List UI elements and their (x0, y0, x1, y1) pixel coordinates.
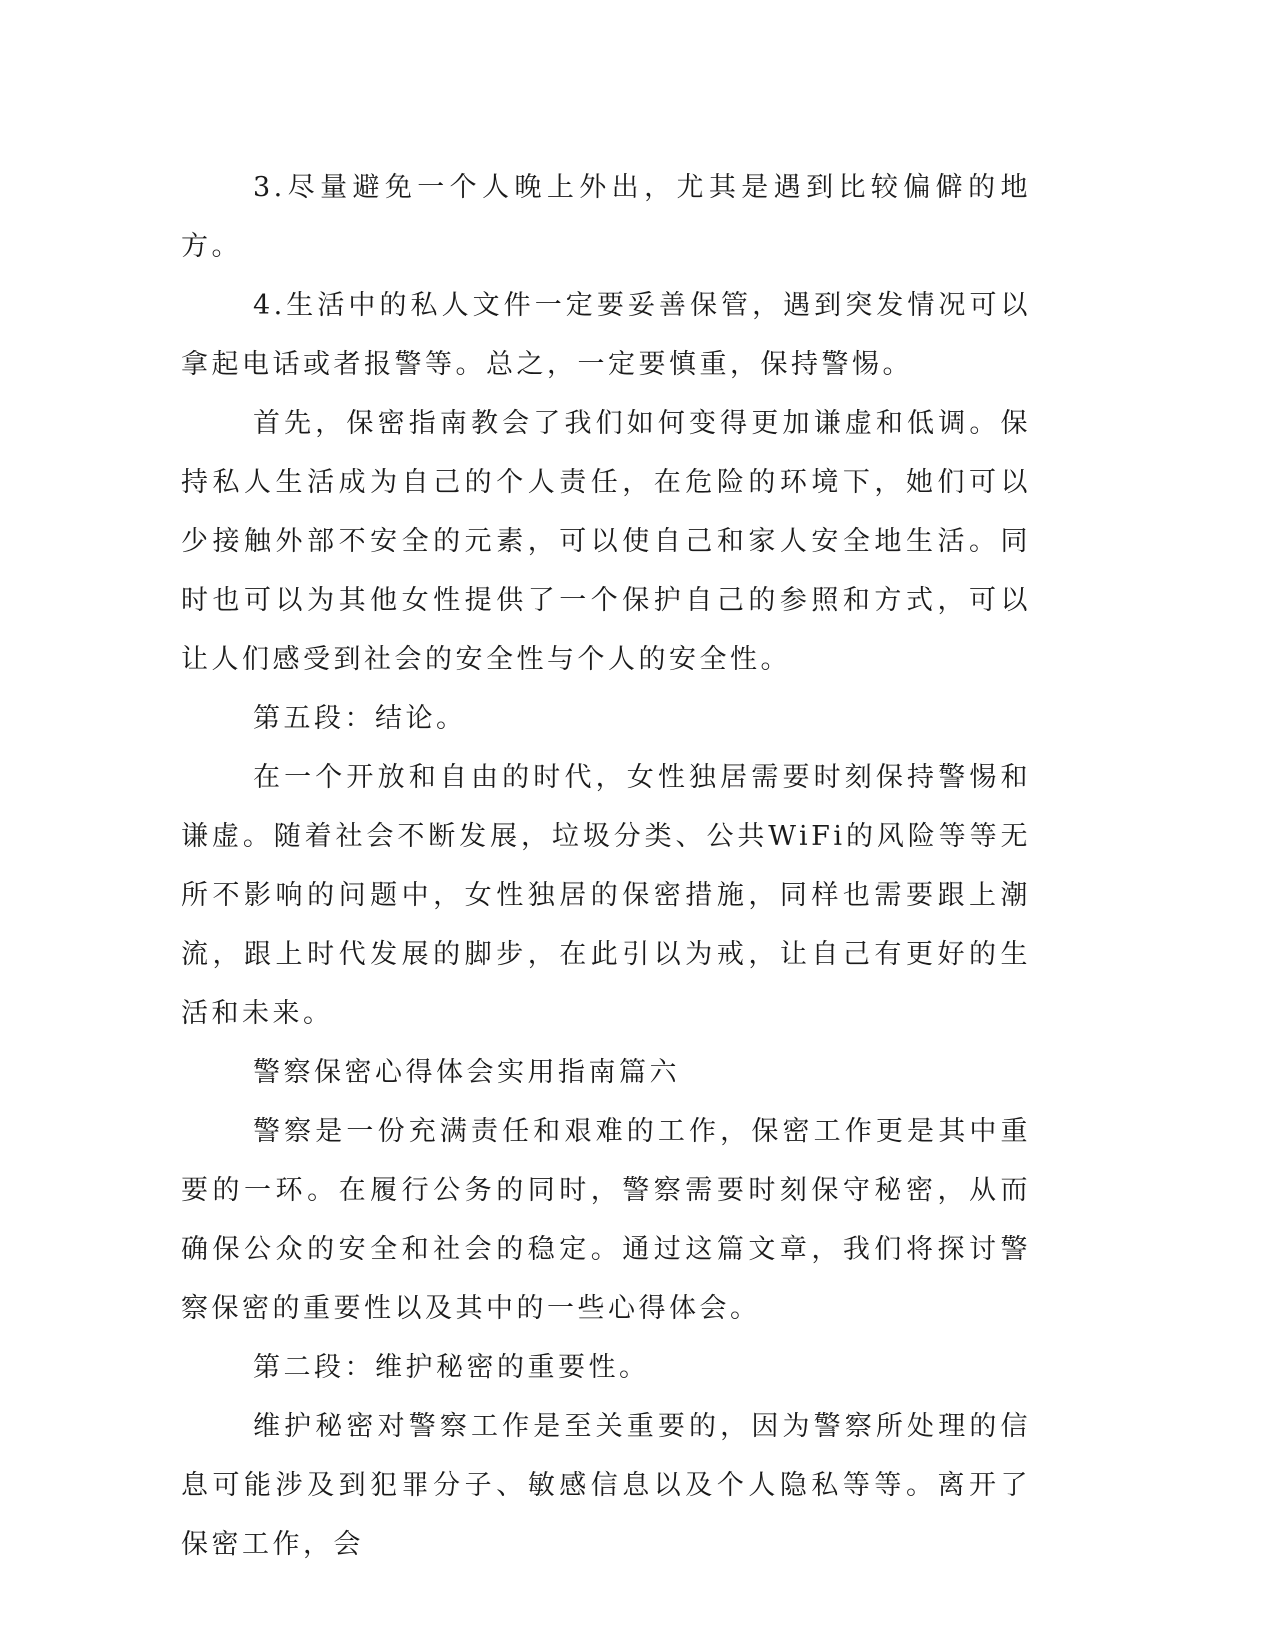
section-heading-conclusion: 第五段：结论。 (253, 703, 467, 734)
article-title: 警察保密心得体会实用指南篇六 (253, 1057, 680, 1088)
paragraph-importance: 维护秘密对警察工作是至关重要的，因为警察所处理的信息可能涉及到犯罪分子、敏感信息以及个人隐私等等。离开了保密工作，会 (181, 1411, 1031, 1560)
paragraph-intro: 警察是一份充满责任和艰难的工作，保密工作更是其中重要的一环。在履行公务的同时，警察需要时刻保守秘密，从而确保公众的安全和社会的稳定。通过这篇文章，我们将探讨警察保密的重要性以及其中的一些心得体会。 (181, 1116, 1031, 1324)
document-body (181, 158, 1031, 1574)
paragraph-first-point: 首先，保密指南教会了我们如何变得更加谦虚和低调。保持私人生活成为自己的个人责任，在危险的环境下，她们可以少接触外部不安全的元素，可以使自己和家人安全地生活。同时也可以为其他女性提供了一个保护自己的参照和方式，可以让人们感受到社会的安全性与个人的安全性。 (181, 408, 1031, 675)
paragraph-conclusion: 在一个开放和自由的时代，女性独居需要时刻保持警惕和谦虚。随着社会不断发展，垃圾分类、公共WiFi的风险等等无所不影响的问题中，女性独居的保密措施，同样也需要跟上潮流，跟上时代发展的脚步，在此引以为戒，让自己有更好的生活和未来。 (181, 762, 1031, 1029)
section-heading-importance: 第二段：维护秘密的重要性。 (253, 1352, 650, 1383)
paragraph-item-3: 3.尽量避免一个人晚上外出，尤其是遇到比较偏僻的地方。 (181, 172, 1031, 262)
paragraph-item-4: 4.生活中的私人文件一定要妥善保管，遇到突发情况可以拿起电话或者报警等。总之，一定要慎重，保持警惕。 (181, 290, 1031, 380)
